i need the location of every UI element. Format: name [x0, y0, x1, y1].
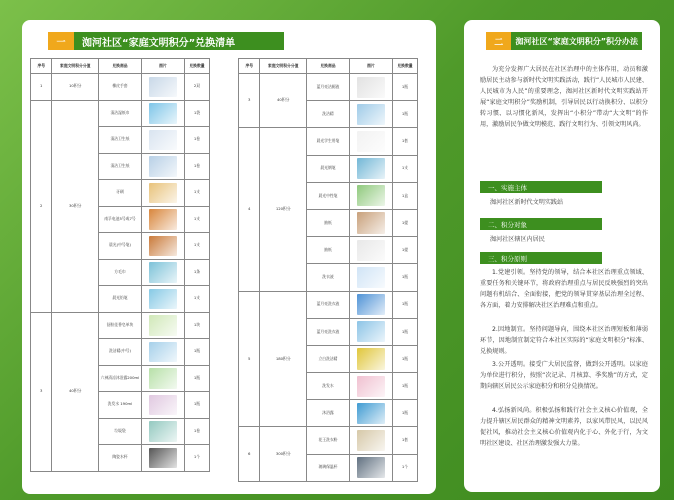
item-qty-cell: 1盒 — [392, 182, 417, 209]
principle-4: 4.弘扬新风尚。积极弘扬和践行社会主义核心价值观，全力提升辖区居民群众的精神文明素养，以家风带民风，以民风促社风，推动社会主义核心价值观内化于心、外化于行，为文明社区建设、社区治理激发强大力量。 — [480, 407, 648, 447]
item-qty-cell: 1块 — [184, 312, 209, 339]
principle-3: 3.公开透明。接受广大居民监督，做到公开透明。以家庭为单位进行积分，按照“次记录、月核算、季奖励”的方式，定期向辖区居民公示家庭积分和积分兑换情况。 — [480, 361, 648, 390]
seq-cell: 2 — [31, 100, 52, 312]
product-image — [149, 315, 177, 336]
item-name-cell: 牙刷 — [99, 180, 142, 207]
seq-cell: 6 — [239, 427, 260, 481]
item-image-cell — [349, 264, 392, 291]
item-name-cell: 垃圾袋 — [99, 418, 142, 445]
product-image — [149, 342, 177, 363]
item-image-cell — [349, 345, 392, 372]
item-name-cell: 清洁卫生纸 — [99, 127, 142, 154]
seq-cell: 3 — [239, 74, 260, 128]
product-image — [357, 457, 385, 478]
seq-cell: 4 — [239, 128, 260, 291]
item-qty-cell: 1瓶 — [184, 392, 209, 419]
score-cell: 180积分 — [260, 291, 307, 427]
item-image-cell — [141, 418, 184, 445]
item-image-cell — [141, 312, 184, 339]
item-name-cell: 洗衣液 — [307, 264, 350, 291]
item-name-cell: 晨光(中号笔) — [99, 233, 142, 260]
item-qty-cell: 1瓶 — [392, 291, 417, 318]
item-image-cell — [141, 365, 184, 392]
item-qty-cell: 1卷 — [184, 127, 209, 154]
score-cell: 30积分 — [52, 100, 99, 312]
item-image-cell — [349, 209, 392, 236]
item-qty-cell: 1瓶 — [392, 400, 417, 427]
item-image-cell — [349, 155, 392, 182]
item-qty-cell: 1卷 — [184, 418, 209, 445]
item-qty-cell: 1瓶 — [392, 345, 417, 372]
item-name-cell: 蓝月亮洁厕液 — [307, 74, 350, 101]
item-name-cell: 抽纸 — [307, 209, 350, 236]
item-qty-cell: 1瓶 — [184, 365, 209, 392]
table-row — [239, 74, 418, 101]
item-image-cell — [349, 373, 392, 400]
item-image-cell — [141, 286, 184, 313]
item-qty-cell: 1套 — [392, 427, 417, 454]
left-header-title: 洳河社区“家庭文明积分”兑换清单 — [82, 37, 236, 49]
item-image-cell — [349, 74, 392, 101]
table-header-cell: 图片 — [349, 59, 392, 74]
product-image — [357, 77, 385, 98]
item-qty-cell: 1袋 — [184, 100, 209, 127]
item-image-cell — [141, 445, 184, 472]
product-image — [149, 77, 177, 98]
exchange-table-right — [238, 58, 418, 482]
item-name-cell: 洗洁精 — [307, 101, 350, 128]
item-qty-cell: 1瓶 — [392, 74, 417, 101]
item-name-cell: 抽纸 — [307, 237, 350, 264]
item-qty-cell: 2双 — [184, 74, 209, 101]
item-name-cell: 晨光中性笔 — [307, 182, 350, 209]
item-image-cell — [349, 128, 392, 155]
item-name-cell: 清洁卫生纸 — [99, 153, 142, 180]
product-image — [357, 267, 385, 288]
item-name-cell: 蓝月亮洗衣液 — [307, 318, 350, 345]
item-image-cell — [141, 259, 184, 286]
item-name-cell: 立白洗洁精 — [307, 345, 350, 372]
product-image — [149, 209, 177, 230]
item-name-cell: 舒肤佳香皂单块 — [99, 312, 142, 339]
product-image — [149, 183, 177, 204]
table-header-cell: 兑换商品 — [307, 59, 350, 74]
product-image — [149, 130, 177, 151]
item-image-cell — [349, 400, 392, 427]
item-image-cell — [141, 180, 184, 207]
section-1-body: 洳河社区新时代文明实践站 — [490, 199, 564, 206]
score-cell: 120积分 — [260, 128, 307, 291]
item-name-cell: 沐浴露 — [307, 400, 350, 427]
table-row — [239, 427, 418, 454]
item-qty-cell: 1瓶 — [184, 339, 209, 366]
table-header-cell: 图片 — [141, 59, 184, 74]
score-cell: 10积分 — [52, 74, 99, 101]
score-cell: 40积分 — [52, 312, 99, 471]
product-image — [149, 262, 177, 283]
product-image — [149, 103, 177, 124]
item-image-cell — [349, 291, 392, 318]
item-name-cell: 陶瓷水杯 — [99, 445, 142, 472]
section-1-title: 一、实施主体 — [480, 181, 602, 193]
table-row — [239, 291, 418, 318]
product-image — [357, 158, 385, 179]
product-image — [149, 368, 177, 389]
left-header — [48, 32, 284, 50]
product-image — [357, 321, 385, 342]
item-image-cell — [349, 318, 392, 345]
item-name-cell: 清洁湿纸巾 — [99, 100, 142, 127]
item-qty-cell: 1瓶 — [392, 264, 417, 291]
product-image — [357, 294, 385, 315]
product-image — [357, 104, 385, 125]
item-image-cell — [349, 101, 392, 128]
product-image — [149, 236, 177, 257]
section-3-title: 三、积分原则 — [480, 252, 602, 264]
section-2-body: 洳河社区辖区内居民 — [490, 236, 545, 243]
product-image — [357, 240, 385, 261]
table-header-cell: 兑换数量 — [392, 59, 417, 74]
product-image — [149, 395, 177, 416]
product-image — [357, 376, 385, 397]
product-image — [357, 348, 385, 369]
principle-2: 2.因地制宜。坚持问题导向，围绕本社区治理短板和薄弱环节，因地制宜制定符合本社区实际的“家庭文明积分”标准、兑换规则。 — [480, 326, 648, 355]
item-image-cell — [349, 182, 392, 209]
item-name-cell: 蓝月亮洗衣液 — [307, 291, 350, 318]
product-image — [357, 185, 385, 206]
item-image-cell — [141, 392, 184, 419]
item-name-cell: 晨光钢笔 — [307, 155, 350, 182]
item-qty-cell: 1瓶 — [392, 318, 417, 345]
item-image-cell — [141, 153, 184, 180]
left-header-num: 一 — [48, 32, 74, 50]
right-header — [486, 32, 642, 50]
item-qty-cell: 1支 — [184, 286, 209, 313]
item-name-cell: 洗洁精(中号) — [99, 339, 142, 366]
score-cell: 300积分 — [260, 427, 307, 481]
item-name-cell: 晨光学生用笔 — [307, 128, 350, 155]
product-image — [149, 156, 177, 177]
table-header-cell: 兑换商品 — [99, 59, 142, 74]
item-name-cell: 玻璃保温杯 — [307, 454, 350, 481]
item-image-cell — [141, 74, 184, 101]
item-qty-cell: 1支 — [184, 180, 209, 207]
intro-paragraph: 为充分发挥广大居民在社区治理中的主体作用，动员和激励居民主动参与新时代文明实践活动，践行“人民城市人民建、人民城市为人民”的重要理念，洳河社区新时代文明实践站开展“家庭文明积分”奖励机制，引导居民以行动换积分、以积分转习惯、以习惯化新风，发挥出“小积分”带动“大文明”的作用，激励居民争做文明模范、践行文明行为、引领文明风尚。 — [480, 66, 648, 128]
item-qty-cell: 1套 — [392, 128, 417, 155]
item-qty-cell: 1提 — [392, 237, 417, 264]
table-row — [239, 128, 418, 155]
item-name-cell: 南孚电池5号或7号 — [99, 206, 142, 233]
item-image-cell — [141, 233, 184, 260]
item-qty-cell: 1瓶 — [392, 101, 417, 128]
score-cell: 40积分 — [260, 74, 307, 128]
section-2-title: 二、积分对象 — [480, 218, 602, 230]
table-header-cell: 家庭文明积分分值 — [52, 59, 99, 74]
item-name-cell: 洗发水 — [307, 373, 350, 400]
item-qty-cell: 1提 — [392, 209, 417, 236]
seq-cell: 1 — [31, 74, 52, 101]
item-qty-cell: 1支 — [392, 155, 417, 182]
product-image — [149, 421, 177, 442]
item-image-cell — [141, 100, 184, 127]
item-qty-cell: 1支 — [184, 233, 209, 260]
table-header-cell: 序号 — [31, 59, 52, 74]
right-header-num: 二 — [486, 32, 511, 50]
product-image — [357, 131, 385, 152]
product-image — [149, 289, 177, 310]
item-qty-cell: 1个 — [184, 445, 209, 472]
item-qty-cell: 1支 — [184, 206, 209, 233]
item-image-cell — [141, 206, 184, 233]
item-name-cell: 方毛巾 — [99, 259, 142, 286]
item-name-cell: 晨光铅笔 — [99, 286, 142, 313]
item-name-cell: 花王洗衣粉 — [307, 427, 350, 454]
item-image-cell — [349, 427, 392, 454]
table-row — [31, 100, 210, 127]
right-header-title: 洳河社区“家庭文明积分”积分办法 — [515, 36, 638, 46]
principle-1: 1.党建引领。坚持党的领导，结合本社区治理重点领域、重要任务和关键环节，将政府治理重点与居民反映强烈的突出问题有机结合、全面衔接，把党的领导贯穿基层治理全过程、各方面，着力安排解决社区治理难点和重点。 — [480, 269, 648, 309]
table-header-cell: 序号 — [239, 59, 260, 74]
table-row — [31, 312, 210, 339]
seq-cell: 5 — [239, 291, 260, 427]
table-row — [31, 74, 210, 101]
item-image-cell — [141, 127, 184, 154]
product-image — [149, 448, 177, 469]
item-image-cell — [349, 237, 392, 264]
item-qty-cell: 1条 — [184, 259, 209, 286]
item-name-cell: 橡皮手套 — [99, 74, 142, 101]
exchange-table-left — [30, 58, 210, 472]
product-image — [357, 430, 385, 451]
item-image-cell — [141, 339, 184, 366]
item-name-cell: 洗发水 190ml — [99, 392, 142, 419]
table-header-cell: 兑换数量 — [184, 59, 209, 74]
item-name-cell: 六神清凉沐浴露200ml — [99, 365, 142, 392]
item-qty-cell: 1瓶 — [392, 373, 417, 400]
item-image-cell — [349, 454, 392, 481]
seq-cell: 3 — [31, 312, 52, 471]
table-header-cell: 家庭文明积分分值 — [260, 59, 307, 74]
product-image — [357, 212, 385, 233]
item-qty-cell: 1卷 — [184, 153, 209, 180]
item-qty-cell: 1个 — [392, 454, 417, 481]
product-image — [357, 403, 385, 424]
